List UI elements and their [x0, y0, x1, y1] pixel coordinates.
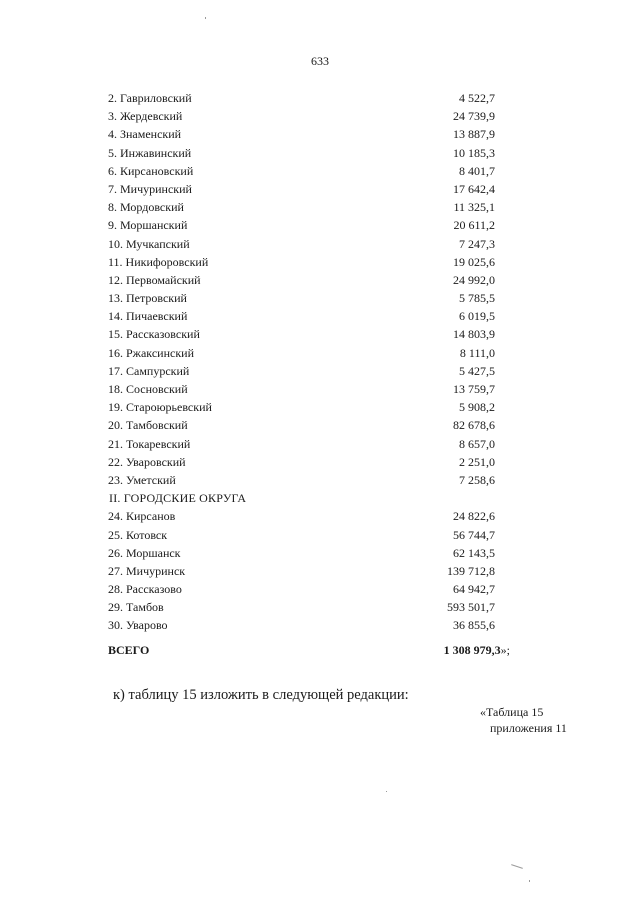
row-value: 64 942,7 — [453, 582, 495, 597]
table-row — [0, 162, 640, 180]
row-value: 36 855,6 — [453, 618, 495, 633]
row-name: 7. Мичуринский — [108, 181, 192, 196]
row-name: 21. Токаревский — [108, 436, 191, 451]
table-row — [0, 325, 640, 343]
table-row — [0, 526, 640, 544]
caption-line-2: приложения 11 — [490, 721, 567, 735]
table-row — [0, 89, 640, 107]
row-value: 19 025,6 — [453, 254, 495, 269]
row-name: 2. Гавриловский — [108, 91, 192, 105]
row-name: 5. Инжавинский — [108, 145, 192, 160]
row-name: 16. Ржаксинский — [108, 345, 194, 360]
row-value: 11 325,1 — [453, 200, 495, 215]
total-number: 1 308 979,3 — [443, 642, 501, 657]
row-name: 28. Рассказово — [108, 582, 182, 597]
row-name: 10. Мучкапский — [108, 236, 190, 251]
distribution-table — [0, 89, 640, 659]
row-value: 14 803,9 — [453, 327, 495, 342]
scan-mark — [511, 864, 523, 869]
row-name: 11. Никифоровский — [108, 254, 209, 269]
row-name: 29. Тамбов — [108, 600, 164, 615]
table-row — [0, 562, 640, 580]
row-name: 4. Знаменский — [108, 127, 182, 142]
row-value: 10 185,3 — [453, 145, 495, 160]
row-value: 56 744,7 — [453, 527, 495, 542]
row-name: 9. Моршанский — [108, 218, 188, 233]
table-row — [0, 107, 640, 125]
row-value: 7 247,3 — [459, 236, 495, 251]
row-name: 30. Уварово — [108, 618, 168, 633]
scan-mark — [529, 880, 530, 882]
row-value: 593 501,7 — [447, 600, 495, 615]
row-value: 5 785,5 — [459, 291, 495, 306]
table-row — [0, 307, 640, 325]
row-value: 6 019,5 — [459, 309, 495, 324]
table-row — [0, 144, 640, 162]
row-name: 18. Сосновский — [108, 382, 188, 396]
row-name: 8. Мордовский — [108, 200, 184, 215]
row-value: 24 992,0 — [453, 272, 495, 287]
row-value: 13 887,9 — [453, 127, 495, 142]
table-row — [0, 362, 640, 380]
row-name: 17. Сампурский — [108, 363, 190, 378]
table-row — [0, 580, 640, 598]
table-row — [0, 289, 640, 307]
row-value: 24 739,9 — [453, 109, 495, 124]
row-name: 12. Первомайский — [108, 272, 201, 287]
row-value: 8 401,7 — [459, 163, 495, 178]
row-name: 27. Мичуринск — [108, 563, 186, 578]
table-row — [0, 507, 640, 525]
row-value: 17 642,4 — [453, 181, 495, 196]
table-row — [0, 180, 640, 198]
table-row — [0, 398, 640, 416]
caption-line-1: «Таблица 15 — [480, 705, 544, 719]
row-value: 8 657,0 — [459, 436, 495, 451]
table-row — [0, 380, 640, 398]
row-name: 6. Кирсановский — [108, 163, 194, 178]
row-name: 23. Уметский — [108, 472, 176, 487]
row-value: 4 522,7 — [459, 91, 495, 105]
total-label: ВСЕГО — [108, 642, 150, 657]
row-name: 19. Староюрьевский — [108, 400, 212, 415]
table-row — [0, 235, 640, 253]
table-caption — [480, 704, 567, 736]
row-value: 7 258,6 — [459, 472, 495, 487]
row-value: 2 251,0 — [459, 454, 495, 469]
table-row — [0, 435, 640, 453]
scan-mark — [386, 791, 387, 792]
table-row — [0, 616, 640, 634]
section-header: II. ГОРОДСКИЕ ОКРУГА — [109, 491, 247, 506]
row-name: 25. Котовск — [108, 527, 168, 542]
table-row — [0, 253, 640, 271]
row-value: 82 678,6 — [453, 418, 495, 433]
section-header-row — [0, 489, 640, 507]
page-number: 633 — [311, 54, 329, 68]
row-name: 22. Уваровский — [108, 454, 186, 469]
row-name: 13. Петровский — [108, 291, 187, 306]
table-row — [0, 125, 640, 143]
row-value: 20 611,2 — [453, 218, 495, 233]
total-suffix: »; — [500, 642, 510, 657]
table-row — [0, 271, 640, 289]
row-value: 5 427,5 — [459, 363, 495, 378]
row-value: 139 712,8 — [447, 563, 495, 578]
table-row — [0, 416, 640, 434]
table-row — [0, 344, 640, 362]
row-value: 8 111,0 — [459, 345, 495, 360]
table-row — [0, 198, 640, 216]
row-name: 26. Моршанск — [108, 545, 181, 560]
total-value — [444, 641, 510, 659]
scan-mark — [205, 17, 206, 19]
table-row — [0, 216, 640, 234]
instruction-text: к) таблицу 15 изложить в следующей редакции: — [113, 687, 409, 703]
table-row — [0, 544, 640, 562]
row-name: 20. Тамбовский — [108, 418, 188, 433]
total-row — [0, 641, 640, 659]
row-name: 14. Пичаевский — [108, 309, 188, 324]
row-name: 24. Кирсанов — [108, 509, 176, 524]
table-row — [0, 598, 640, 616]
row-value: 62 143,5 — [453, 545, 495, 560]
row-name: 15. Рассказовский — [108, 327, 200, 342]
row-value: 24 822,6 — [453, 509, 495, 524]
table-row — [0, 453, 640, 471]
row-value: 13 759,7 — [453, 382, 495, 396]
row-value: 5 908,2 — [459, 400, 495, 415]
row-name: 3. Жердевский — [108, 109, 183, 124]
table-row — [0, 471, 640, 489]
